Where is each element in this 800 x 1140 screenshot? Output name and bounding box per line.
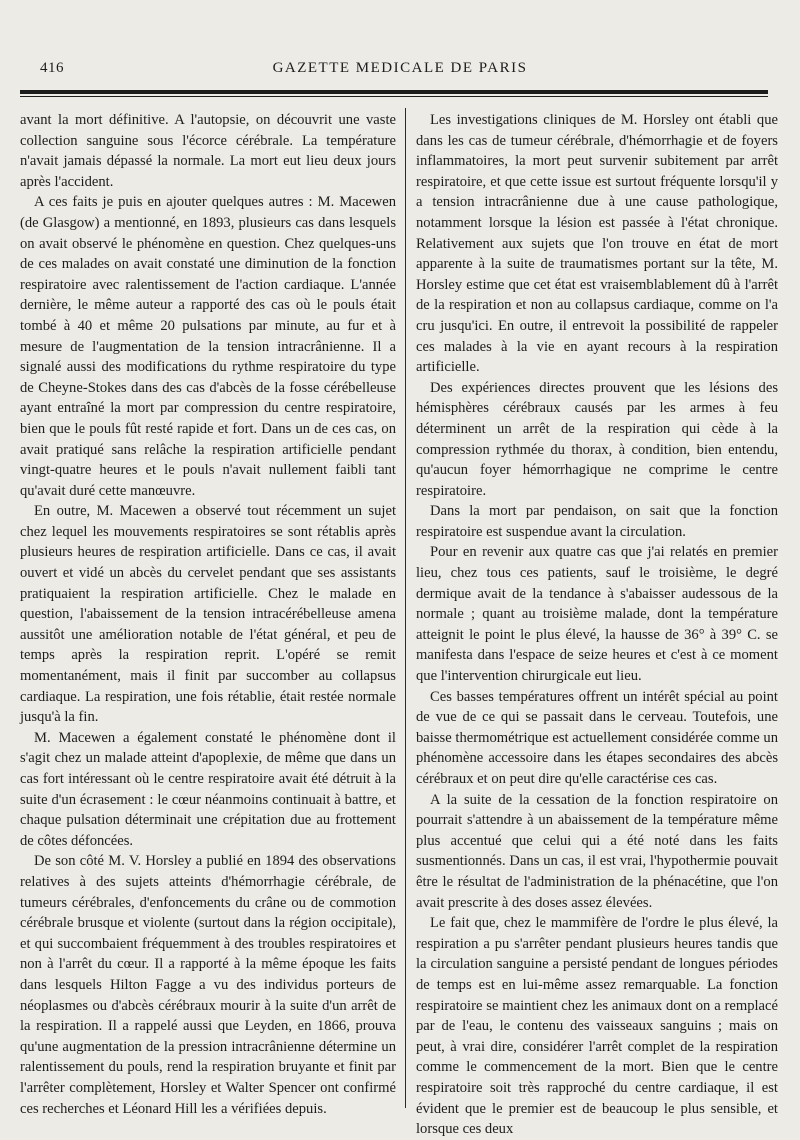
page-header bbox=[18, 58, 782, 82]
right-column bbox=[416, 110, 778, 1140]
paragraph: M. Macewen a également constaté le phénomène dont il s'agit chez un malade atteint d'apoplexie, de même que dans un cas fort intéressant où le centre respiratoire avait été détruit à la suite d'un écrasement : le cœur néanmoins continuait à battre, et chaque pulsation déterminait une crépitation due au frottement de côtes défoncées. bbox=[20, 729, 396, 849]
page-number: 416 bbox=[40, 60, 64, 76]
header-rule-thin bbox=[20, 96, 768, 97]
left-column bbox=[20, 110, 396, 1119]
paragraph: A ces faits je puis en ajouter quelques autres : M. Macewen (de Glasgow) a mentionné, en 1893, plusieurs cas dans lesquels on avait observé le phénomène en question. Chez quelques-uns de ces malades on avait constaté une diminution de la fonction respiratoire avec ralentissement de l'action cardiaque. L'année dernière, le même auteur a rapporté des cas où le pouls était tombé à 40 et même 20 pulsations par minute, au fur et à mesure de l'augmentation de la tension intracrânienne. Il a signalé aussi des modifications du rythme respiratoire du type de Cheyne-Stokes dans des cas d'abcès de la fosse cérébelleuse ayant entraîné la mort par compression du centre respiratoire, bien que le pouls fût resté rapide et fort. Dans un de ces cas, on avait pratiqué sans relâche la respiration artificielle pendant vingt-quatre heures et le pouls n'avait nullement faibli tant qu'avait duré cette manœuvre. bbox=[20, 194, 396, 499]
paragraph: De son côté M. V. Horsley a publié en 1894 des observations relatives à des sujets atteints d'hémorrhagie cérébrale, de tumeurs cérébrales, d'enfoncements du crâne ou de commotion cérébrale brusque et violente (surtout dans la région occipitale), et qui succombaient fréquemment à des troubles respiratoires et non à l'arrêt du cœur. Il a rapporté à la même époque les faits dans lesquels Hilton Fagge a vu des individus porteurs de néoplasmes ou d'abcès cérébraux mourir à la suite d'un arrêt de la respiration. Il a rappelé aussi que Leyden, en 1866, prouva qu'une augmentation de la pression intracrânienne détermine un ralentissement du pouls, rend la respiration bruyante et finit par l'arrêter complètement, Horsley et Walter Spencer ont confirmé ces recherches et Léonard Hill les a vérifiées depuis. bbox=[20, 853, 396, 1117]
paragraph: En outre, M. Macewen a observé tout récemment un sujet chez lequel les mouvements respiratoires se sont rétablis après plusieurs heures de respiration artificielle. Dans ce cas, il avait ouvert et vidé un abcès du cervelet pendant que ses assistants pratiquaient la respiration artificielle. Chez le malade en question, l'abaissement de la tension intracérébelleuse amena aussitôt une amélioration notable de l'état général, et peu de temps après la respiration reprit. L'opéré se remit momentanément, mais il finit par succomber au collapsus cardiaque. La respiration, une fois rétablie, était restée normale jusqu'à la fin. bbox=[20, 503, 396, 726]
paragraph: Dans la mort par pendaison, on sait que la fonction respiratoire est suspendue avant la circulation. bbox=[416, 503, 778, 540]
paragraph: Ces basses températures offrent un intérêt spécial au point de vue de ce qui se passait dans le cerveau. Toutefois, une baisse thermométrique est actuellement considérée comme un phénomène accessoire dans les étapes secondaires des abcès cérébraux et on peut dire qu'elle caractérise ces cas. bbox=[416, 688, 778, 787]
journal-title: GAZETTE MEDICALE DE PARIS bbox=[272, 60, 528, 76]
paragraph: Les investigations cliniques de M. Horsley ont établi que dans les cas de tumeur cérébrale, d'hémorrhagie et de foyers inflammatoires, la mort peut survenir subitement par arrêt respiratoire, et que cette issue est surtout fréquente lorsqu'il y a tension intracrânienne due à une cause pathologique, notamment lorsque la lésion est passée à l'état chronique. Relativement aux sujets que l'on trouve en état de mort apparente à la suite de traumatismes portant sur la tête, M. Horsley estime que cet état est vraisemblablement dû à l'arrêt de la respiration et non au collapsus cardiaque, comme on l'a cru jusqu'ici. En outre, il entrevoit la possibilité de rappeler ces malades à la vie en ayant recours à la respiration artificielle. bbox=[416, 112, 778, 376]
paragraph: avant la mort définitive. A l'autopsie, on découvrit une vaste collection sanguine sous l'écorce cérébrale. La température n'avait jamais dépassé la normale. La mort eut lieu deux jours après l'accident. bbox=[20, 112, 396, 190]
paragraph: Pour en revenir aux quatre cas que j'ai relatés en premier lieu, chez tous ces patients, sauf le troisième, le degré dermique avait de la tendance à s'abaisser audessous de la normale ; quant au troisième malade, dont la température atteignit le point le plus élevé, la hausse de 36° à 39° C. se manifesta dans l'espace de seize heures et c'est à ce moment que l'intervention chirurgicale eut lieu. bbox=[416, 544, 778, 685]
column-divider bbox=[405, 108, 406, 1108]
paragraph: Des expériences directes prouvent que les lésions des hémisphères cérébraux causés par les armes à feu déterminent un arrêt de la respiration qui cède à la compression rythmée du thorax, à condition, bien entendu, qu'aucun foyer hémorrhagique ne comprime le centre respiratoire. bbox=[416, 379, 778, 499]
paragraph: A la suite de la cessation de la fonction respiratoire on pourrait s'attendre à un abaissement de la température même plus accentué que celui qui a été noté dans les faits susmentionnés. Dans un cas, il est vrai, l'hypothermie pouvait être le résultat de l'administration de la phénacétine, que l'on avait prescrite à des doses assez élevées. bbox=[416, 791, 778, 911]
header-rule-thick bbox=[20, 90, 768, 94]
paragraph: Le fait que, chez le mammifère de l'ordre le plus élevé, la respiration a pu s'arrêter pendant plusieurs heures tandis que la circulation sanguine a persisté pendant de longues périodes de temps est en lui-même assez remarquable. La fonction respiratoire se maintient chez les animaux dont on a remplacé par de l'eau, le contenu des vaisseaux sanguins ; mais on peut, à vrai dire, considérer l'arrêt complet de la respiration comme le commencement de la mort. Bien que le centre respiratoire soit très rapproché du centre cardiaque, il est évident que le premier est de beaucoup le plus sensible, et lorsque ces deux bbox=[416, 915, 778, 1138]
